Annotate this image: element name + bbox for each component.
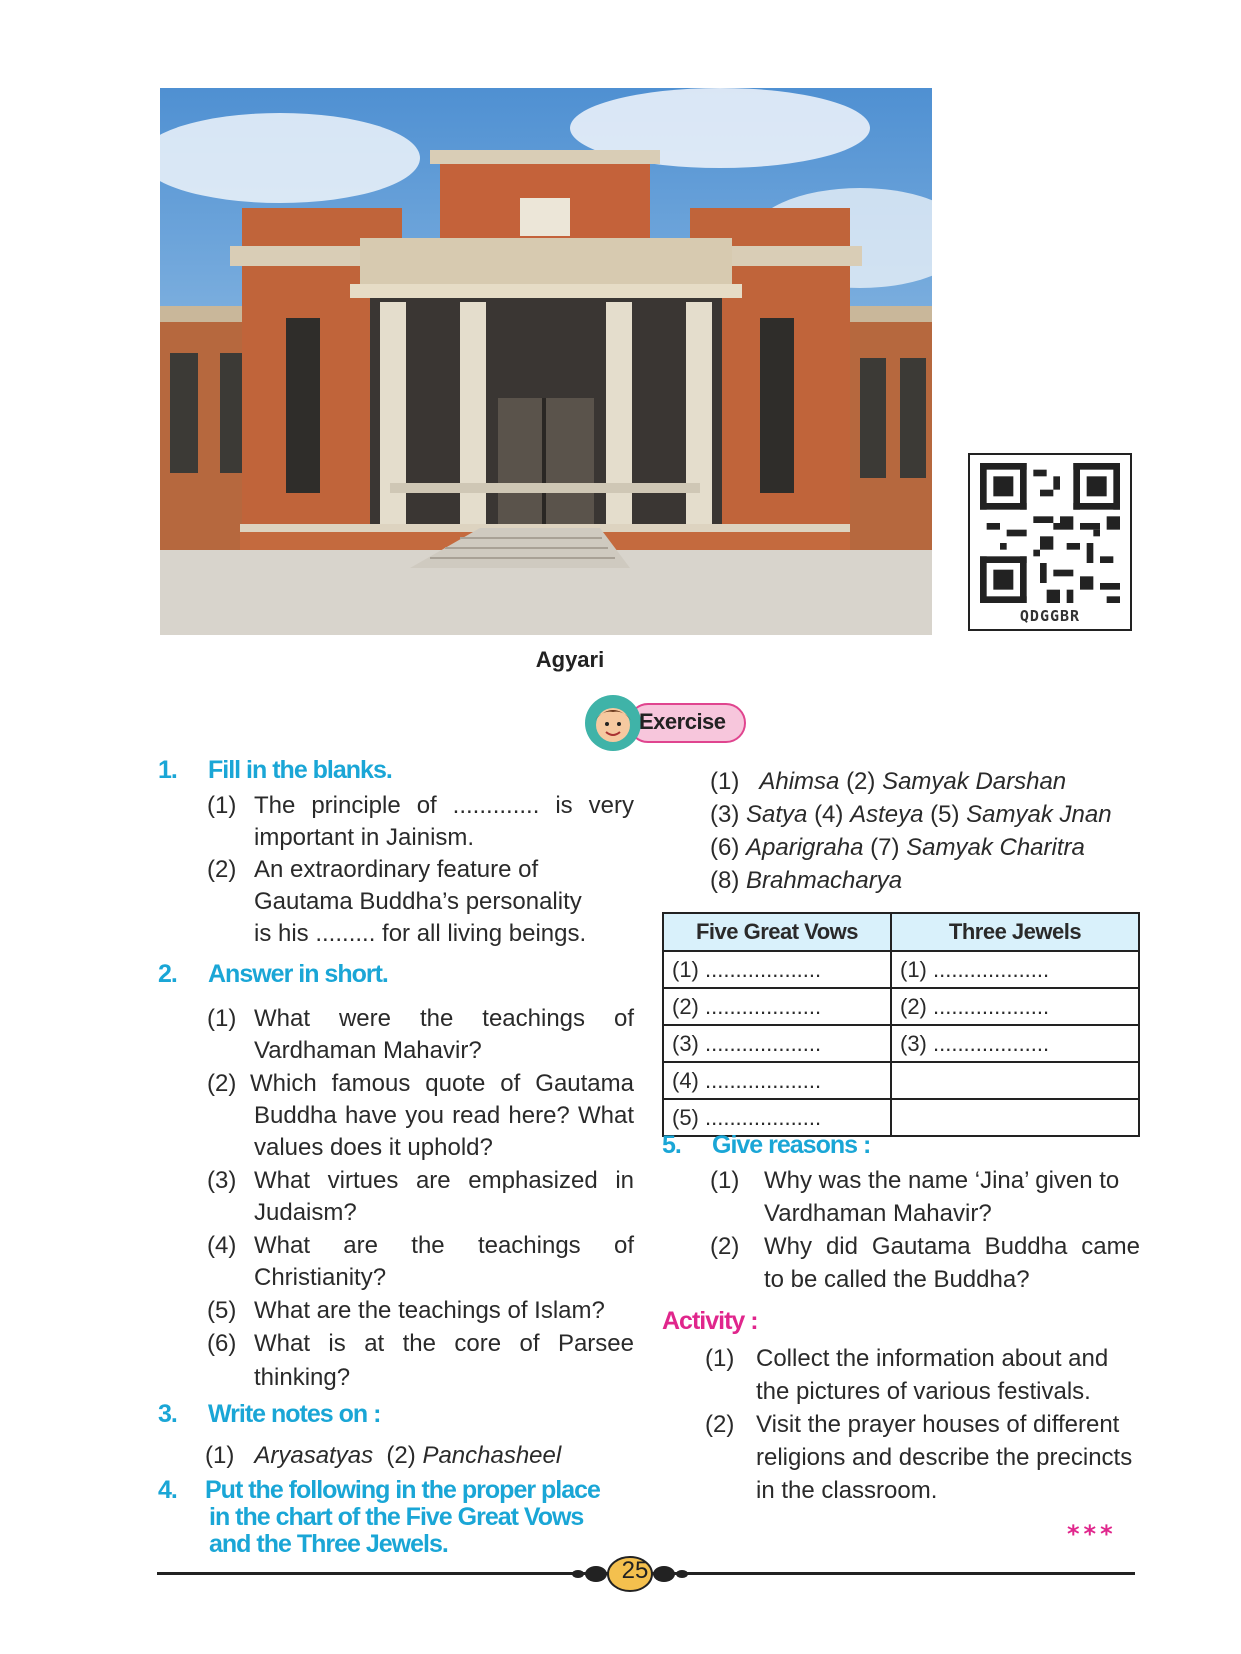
q3-title: Write notes on :: [208, 1400, 381, 1428]
q5-number: 5.: [662, 1131, 681, 1159]
q2-item-2-number: (2): [207, 1070, 237, 1097]
activity-item-1-line-1: Collect the information about and: [756, 1345, 1109, 1372]
q5-item-2-line-2: to be called the Buddha?: [764, 1266, 1030, 1293]
q3-options: [205, 1440, 561, 1472]
q2-item-6-line-1: What is at the core of Parsee: [254, 1330, 634, 1357]
activity-item-2-line-3: in the classroom.: [756, 1477, 938, 1504]
q3-option-1-number: (1): [205, 1442, 235, 1469]
q1-item-2-number: (2): [207, 856, 237, 883]
activity-item-1-number: (1): [705, 1345, 735, 1372]
q5-item-1-number: (1): [710, 1167, 740, 1194]
activity-item-2-line-1: Visit the prayer houses of different: [756, 1411, 1120, 1438]
q2-item-5-number: (5): [207, 1297, 237, 1324]
q1-number: 1.: [158, 756, 177, 784]
q3-heading: [158, 1400, 380, 1429]
q4-title-line-1: Put the following in the proper place: [205, 1476, 600, 1504]
q1-item-2-line-3: is his ......... for all living beings.: [254, 920, 587, 947]
table-cell[interactable]: [891, 1099, 1139, 1136]
q3-option-2-number: (2): [386, 1442, 416, 1469]
q4-title-line-2: in the chart of the Five Great Vows: [209, 1503, 584, 1531]
header-five-great-vows: Five Great Vows: [663, 913, 891, 951]
page-number: 25: [621, 1557, 649, 1584]
agyari-photo: [160, 88, 932, 635]
q2-item-5-line-1: What are the teachings of Islam?: [254, 1297, 605, 1324]
header-three-jewels: Three Jewels: [891, 913, 1139, 951]
option-samyak-jnan: Samyak Jnan: [966, 801, 1112, 828]
table-row: [663, 1025, 1139, 1062]
option-number: (8): [710, 867, 740, 894]
activity-item-2-number: (2): [705, 1411, 735, 1438]
table-header-row: [663, 913, 1139, 951]
q1-item-2-line-1: An extraordinary feature of: [254, 856, 539, 883]
q2-item-3-number: (3): [207, 1167, 237, 1194]
q2-item-2-line-1: Which famous quote of Gautama: [250, 1070, 634, 1097]
q2-item-2-line-3: values does it uphold?: [254, 1134, 493, 1161]
q1-title: Fill in the blanks.: [208, 756, 392, 784]
q1-item-1-number: (1): [207, 792, 237, 819]
q1-item-2-line-2: Gautama Buddha’s personality: [254, 888, 582, 915]
option-number: (5): [930, 801, 960, 828]
table-cell[interactable]: (3) ...................: [891, 1025, 1139, 1062]
q2-item-1-number: (1): [207, 1005, 237, 1032]
q4-number: 4.: [158, 1476, 177, 1504]
table-cell[interactable]: (1) ...................: [663, 951, 891, 988]
exercise-badge: [583, 694, 755, 752]
option-ahimsa: Ahimsa: [759, 768, 840, 795]
table-cell[interactable]: (2) ...................: [891, 988, 1139, 1025]
q2-item-6-number: (6): [207, 1330, 237, 1357]
boy-mascot-icon: [583, 694, 643, 752]
table-row: [663, 1062, 1139, 1099]
activity-item-2-line-2: religions and describe the precincts: [756, 1444, 1133, 1471]
option-brahmacharya: Brahmacharya: [746, 867, 903, 894]
q5-title: Give reasons :: [712, 1131, 871, 1159]
activity-item-1-line-2: the pictures of various festivals.: [756, 1378, 1091, 1405]
q3-option-1: Aryasatyas: [254, 1442, 374, 1469]
option-number: (6): [710, 834, 740, 861]
table-cell[interactable]: (4) ...................: [663, 1062, 891, 1099]
q5-item-2-number: (2): [710, 1233, 740, 1260]
option-samyak-darshan: Samyak Darshan: [882, 768, 1067, 795]
q2-item-6-line-2: thinking?: [254, 1364, 351, 1391]
option-asteya: Asteya: [850, 801, 924, 828]
table-cell[interactable]: (5) ...................: [663, 1099, 891, 1136]
option-number: (2): [846, 768, 876, 795]
table-cell[interactable]: (2) ...................: [663, 988, 891, 1025]
q4-options-line-3: [710, 832, 1085, 864]
qr-code[interactable]: [968, 453, 1132, 631]
q5-item-1-line-2: Vardhaman Mahavir?: [764, 1200, 992, 1227]
qr-code-text: QDGGBR: [1019, 607, 1081, 625]
q2-item-3-line-1: What virtues are emphasized in: [254, 1167, 634, 1194]
option-number: (7): [870, 834, 900, 861]
option-satya: Satya: [746, 801, 808, 828]
q5-item-1-line-1: Why was the name ‘Jina’ given to: [764, 1167, 1120, 1194]
table-row: [663, 951, 1139, 988]
q2-item-1-line-2: Vardhaman Mahavir?: [254, 1037, 482, 1064]
q2-item-2-line-2: Buddha have you read here? What: [254, 1102, 634, 1129]
option-samyak-charitra: Samyak Charitra: [906, 834, 1085, 861]
table-cell[interactable]: (3) ...................: [663, 1025, 891, 1062]
q2-item-4-number: (4): [207, 1232, 237, 1259]
end-stars: ***: [1067, 1520, 1117, 1548]
q2-item-4-line-1: What are the teachings of: [254, 1232, 634, 1259]
q2-item-4-line-2: Christianity?: [254, 1264, 387, 1291]
qr-pattern-icon: [980, 463, 1120, 603]
q1-item-1-line-1: The principle of ............. is very: [254, 792, 634, 819]
q1-item-1-line-2: important in Jainism.: [254, 824, 475, 851]
q5-item-2-line-1: Why did Gautama Buddha came: [764, 1233, 1140, 1260]
q4-options-line-1: [710, 766, 1066, 798]
q4-options-line-2: [710, 799, 1112, 831]
table-cell[interactable]: [891, 1062, 1139, 1099]
vows-jewels-table: [662, 912, 1140, 1137]
table-cell[interactable]: (1) ...................: [891, 951, 1139, 988]
q2-item-3-line-2: Judaism?: [254, 1199, 357, 1226]
q2-title: Answer in short.: [208, 960, 388, 988]
activity-heading: Activity :: [662, 1307, 758, 1335]
photo-caption: Agyari: [535, 647, 605, 672]
q5-heading: [662, 1131, 870, 1160]
option-aparigraha: Aparigraha: [746, 834, 864, 861]
option-number: (4): [814, 801, 844, 828]
q2-item-1-line-1: What were the teachings of: [254, 1005, 634, 1032]
q1-heading: [158, 756, 392, 785]
q2-number: 2.: [158, 960, 177, 988]
q4-title-line-3: and the Three Jewels.: [209, 1530, 448, 1558]
q2-heading: [158, 960, 388, 989]
q3-option-2: Panchasheel: [422, 1442, 562, 1469]
option-number: (1): [710, 768, 740, 795]
table-row: [663, 988, 1139, 1025]
q4-options-line-4: [710, 865, 902, 897]
option-number: (3): [710, 801, 740, 828]
exercise-label: Exercise: [639, 709, 726, 734]
q3-number: 3.: [158, 1400, 177, 1428]
